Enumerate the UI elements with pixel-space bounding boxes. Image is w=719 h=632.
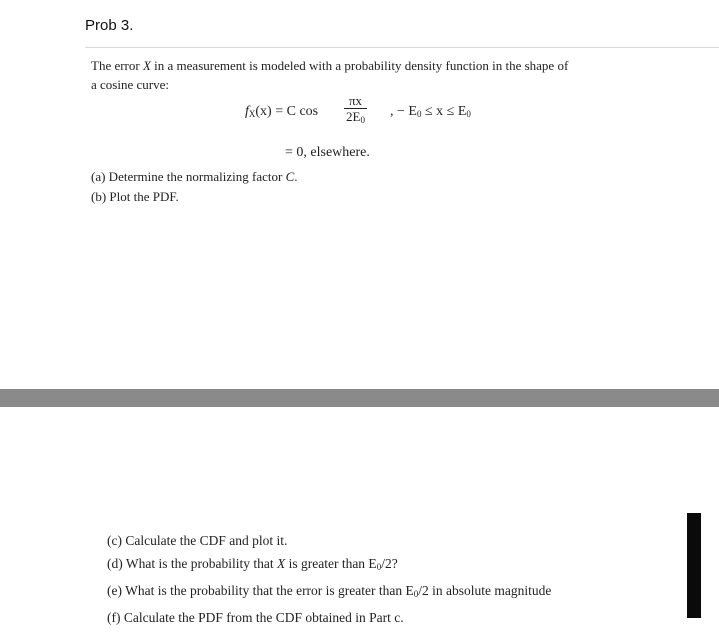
part-variable: C: [285, 169, 295, 184]
divider: [85, 47, 719, 48]
denominator-subscript: 0: [360, 115, 365, 125]
part-text: (d) What is the probability that: [107, 556, 277, 571]
intro-text: The error: [91, 58, 143, 73]
fraction-denominator: [344, 109, 367, 128]
range-subscript: 0: [466, 109, 471, 119]
part-variable: X: [276, 556, 286, 571]
part-text: (a) Determine the normalizing factor: [91, 169, 286, 184]
denominator-text: 2E: [346, 109, 361, 124]
elsewhere-equation: = 0, elsewhere.: [285, 145, 370, 160]
part-f: (f) Calculate the PDF from the CDF obtained in Part c.: [107, 610, 404, 625]
redaction-bar: [687, 513, 701, 618]
part-a: [91, 167, 297, 187]
part-text: is greater than E: [285, 556, 377, 571]
problem-intro: [91, 56, 681, 94]
equation-coefficient: = C cos: [271, 104, 319, 119]
part-subscript: 0: [376, 562, 382, 572]
equation-fraction: [344, 93, 367, 128]
parts-list-first: [91, 167, 297, 207]
part-b: (b) Plot the PDF.: [91, 189, 179, 204]
fraction-numerator: πx: [344, 93, 367, 109]
part-e: [107, 579, 551, 606]
equation-lhs: [245, 104, 318, 120]
part-c: (c) Calculate the CDF and plot it.: [107, 533, 288, 548]
intro-line-2: a cosine curve:: [91, 77, 169, 92]
separator-band: [0, 389, 719, 407]
func-arg: (x): [255, 104, 272, 119]
part-text: (e) What is the probability that the error is greater than E: [107, 583, 414, 598]
part-subscript: 0: [413, 589, 419, 599]
variable-x: X: [142, 58, 151, 73]
intro-text: in a measurement is modeled with a probability density function in the shape of: [150, 58, 569, 73]
intro-line-1: [91, 56, 681, 75]
range-subscript: 0: [416, 109, 422, 119]
problem-title: Prob 3.: [85, 17, 134, 34]
func-symbol: f: [245, 104, 249, 119]
func-subscript: X: [248, 109, 256, 119]
part-text: /2?: [381, 556, 398, 571]
range-text: ≤ x ≤ E: [421, 104, 467, 119]
part-d: [107, 552, 551, 579]
part-text: .: [294, 169, 298, 184]
equation-range: [390, 104, 471, 120]
part-text: /2 in absolute magnitude: [418, 583, 552, 598]
range-text: , − E: [390, 104, 417, 119]
parts-list-second: [107, 529, 551, 629]
